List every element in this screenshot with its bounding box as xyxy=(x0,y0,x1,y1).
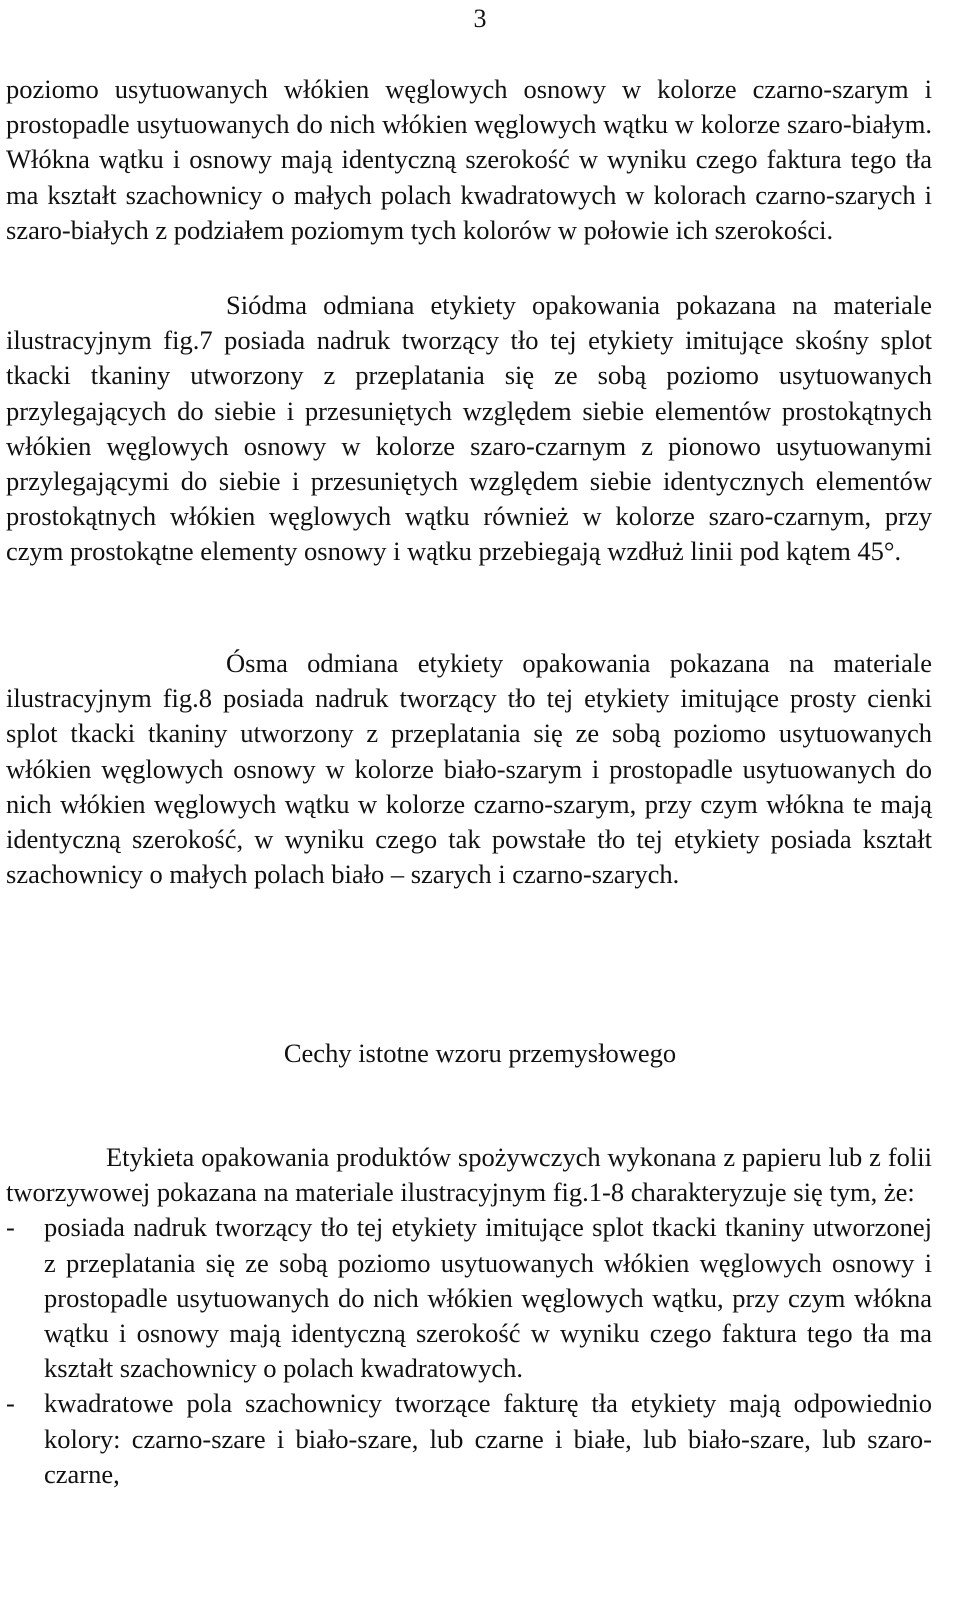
list-dash: - xyxy=(6,1388,15,1419)
list-dash: - xyxy=(6,1212,15,1243)
claims-section xyxy=(6,1140,932,1492)
paragraph-text: Siódma odmiana etykiety opakowania pokazana na materiale ilustracyjnym fig.7 posiada nadruk tworzący tło tej etykiety imitujące skośny splot tkacki tkaniny utworzony z przeplatania się ze sobą poziomo usytuowanych przylegających do siebie i przesuniętych względem siebie elementów prostokątnych włókien węglowych osnowy w kolorze szaro-czarnym z pionowo usytuowanymi przylegającymi do siebie i przesuniętych względem siebie identycznych elementów prostokątnych włókien węglowych wątku również w kolorze szaro-czarnym, przy czym prostokątne elementy osnowy i wątku przebiegają wzdłuż linii pod kątem 45°. xyxy=(6,290,932,567)
paragraph-text: poziomo usytuowanych włókien węglowych osnowy w kolorze czarno-szarym i prostopadle usytuowanych do nich włókien węglowych wątku w kolorze szaro-białym. Włókna wątku i osnowy mają identyczną szerokość w wyniku czego faktura tego tła ma kształt szachownicy o małych polach kwadratowych w kolorach czarno-szarych i szaro-białych z podziałem poziomym tych kolorów w połowie ich szerokości. xyxy=(6,74,932,245)
section-heading: Cechy istotne wzoru przemysłowego xyxy=(283,1038,677,1068)
paragraph-text: Ósma odmiana etykiety opakowania pokazana na materiale ilustracyjnym fig.8 posiada nadruk tworzący tło tej etykiety imitujące prosty cienki splot tkacki tkaniny utworzony z przeplatania się ze sobą poziomo usytuowanych włókien węglowych osnowy w kolorze biało-szarym i prostopadle usytuowanych do nich włókien węglowych wątku w kolorze czarno-szarym, przy czym włókna te mają identyczną szerokość, w wyniku czego tak powstałe tło tej etykiety posiada kształt szachownicy o małych polach biało – szarych i czarno-szarych. xyxy=(6,648,932,890)
paragraph-intro xyxy=(6,72,932,248)
claims-lead: Etykieta opakowania produktów spożywczych wykonana z papieru lub z folii tworzywowej pokazana na materiale ilustracyjnym fig.1-8 charakteryzuje się tym, że: xyxy=(6,1142,932,1208)
paragraph-seventh-variant xyxy=(6,288,932,570)
claim-item-text: posiada nadruk tworzący tło tej etykiety imitujące splot tkacki tkaniny utworzonej z przeplatania się ze sobą poziomo usytuowanych włókien węglowych osnowy i prostopadle usytuowanych do nich włókien węglowych wątku, przy czym włókna wątku i osnowy mają identyczną szerokość w wyniku czego faktura tego tła ma kształt szachownicy o polach kwadratowych. xyxy=(44,1212,932,1384)
paragraph-eighth-variant xyxy=(6,646,932,892)
claim-item xyxy=(6,1386,932,1492)
page-number: 3 xyxy=(473,4,487,33)
claim-item xyxy=(6,1210,932,1386)
claim-item-text: kwadratowe pola szachownicy tworzące fakturę tła etykiety mają odpowiednio kolory: czarno-szare i biało-szare, lub czarne i białe, lub biało-szare, lub szaro-czarne, xyxy=(44,1388,932,1489)
